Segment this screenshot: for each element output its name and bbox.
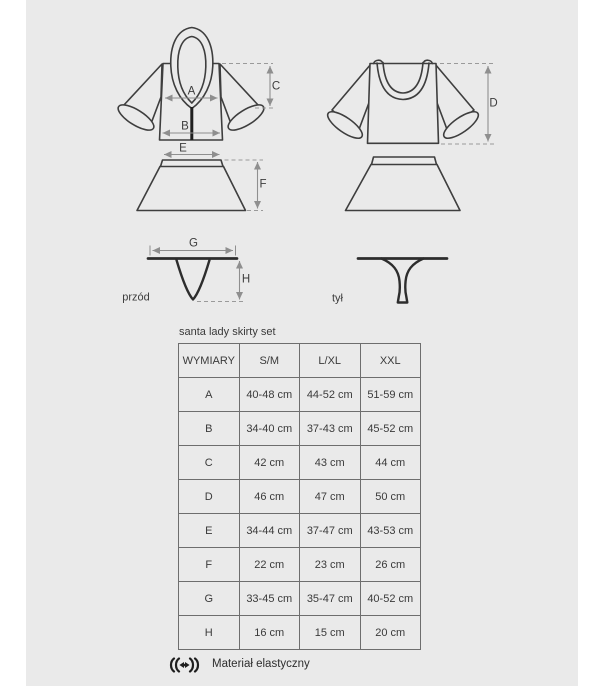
garment-diagrams	[0, 0, 600, 320]
size-value: 20 cm	[360, 616, 421, 650]
size-value: 34-40 cm	[239, 412, 300, 446]
size-table-header-row	[179, 344, 421, 378]
size-value: 26 cm	[360, 548, 421, 582]
dimension-label-b: B	[181, 120, 189, 133]
size-value: 45-52 cm	[360, 412, 421, 446]
material-note	[166, 657, 310, 673]
dimension-letter: C	[179, 446, 240, 480]
dimension-label-g: G	[189, 237, 198, 250]
table-row-b	[179, 412, 421, 446]
column-header-xxl: XXL	[360, 344, 421, 378]
dimension-letter: B	[179, 412, 240, 446]
size-value: 40-48 cm	[239, 378, 300, 412]
column-header-wymiary: WYMIARY	[179, 344, 240, 378]
size-value: 35-47 cm	[300, 582, 361, 616]
size-value: 34-44 cm	[239, 514, 300, 548]
size-value: 22 cm	[239, 548, 300, 582]
skirt-front-drawing	[137, 160, 246, 211]
size-value: 37-47 cm	[300, 514, 361, 548]
dimension-letter: E	[179, 514, 240, 548]
size-value: 50 cm	[360, 480, 421, 514]
material-note-text: Materiał elastyczny	[212, 658, 310, 671]
dimension-letter: H	[179, 616, 240, 650]
dimension-label-c: C	[271, 79, 281, 92]
hooded-jacket-front-drawing	[115, 28, 268, 141]
size-value: 40-52 cm	[360, 582, 421, 616]
dimension-label-f: F	[259, 177, 267, 190]
size-value: 43 cm	[300, 446, 361, 480]
table-row-d	[179, 480, 421, 514]
dimension-letter: D	[179, 480, 240, 514]
dimension-label-a: A	[187, 85, 196, 98]
front-view-label: przód	[122, 291, 150, 303]
dimension-letter: A	[179, 378, 240, 412]
size-value: 42 cm	[239, 446, 300, 480]
size-table	[178, 343, 421, 650]
table-row-g	[179, 582, 421, 616]
table-row-h	[179, 616, 421, 650]
column-header-lxl: L/XL	[300, 344, 361, 378]
thong-front-drawing	[148, 259, 237, 300]
dimension-label-e: E	[179, 142, 187, 155]
skirt-back-drawing	[346, 157, 461, 211]
size-value: 51-59 cm	[360, 378, 421, 412]
size-value: 23 cm	[300, 548, 361, 582]
table-row-c	[179, 446, 421, 480]
column-header-sm: S/M	[239, 344, 300, 378]
size-value: 47 cm	[300, 480, 361, 514]
size-value: 16 cm	[239, 616, 300, 650]
dimension-letter: G	[179, 582, 240, 616]
dimension-label-h: H	[241, 272, 251, 285]
table-row-a	[179, 378, 421, 412]
stretch-arrows-icon	[166, 657, 203, 673]
size-table-title: santa lady skirty set	[179, 326, 276, 338]
dimension-label-d: D	[489, 97, 498, 110]
back-view-label: tył	[332, 292, 343, 304]
dimension-letter: F	[179, 548, 240, 582]
table-row-f	[179, 548, 421, 582]
size-value: 43-53 cm	[360, 514, 421, 548]
top-back-drawing	[324, 60, 482, 143]
size-value: 37-43 cm	[300, 412, 361, 446]
table-row-e	[179, 514, 421, 548]
size-value: 46 cm	[239, 480, 300, 514]
size-value: 44 cm	[360, 446, 421, 480]
size-value: 33-45 cm	[239, 582, 300, 616]
size-value: 44-52 cm	[300, 378, 361, 412]
size-value: 15 cm	[300, 616, 361, 650]
thong-back-drawing	[358, 259, 447, 303]
